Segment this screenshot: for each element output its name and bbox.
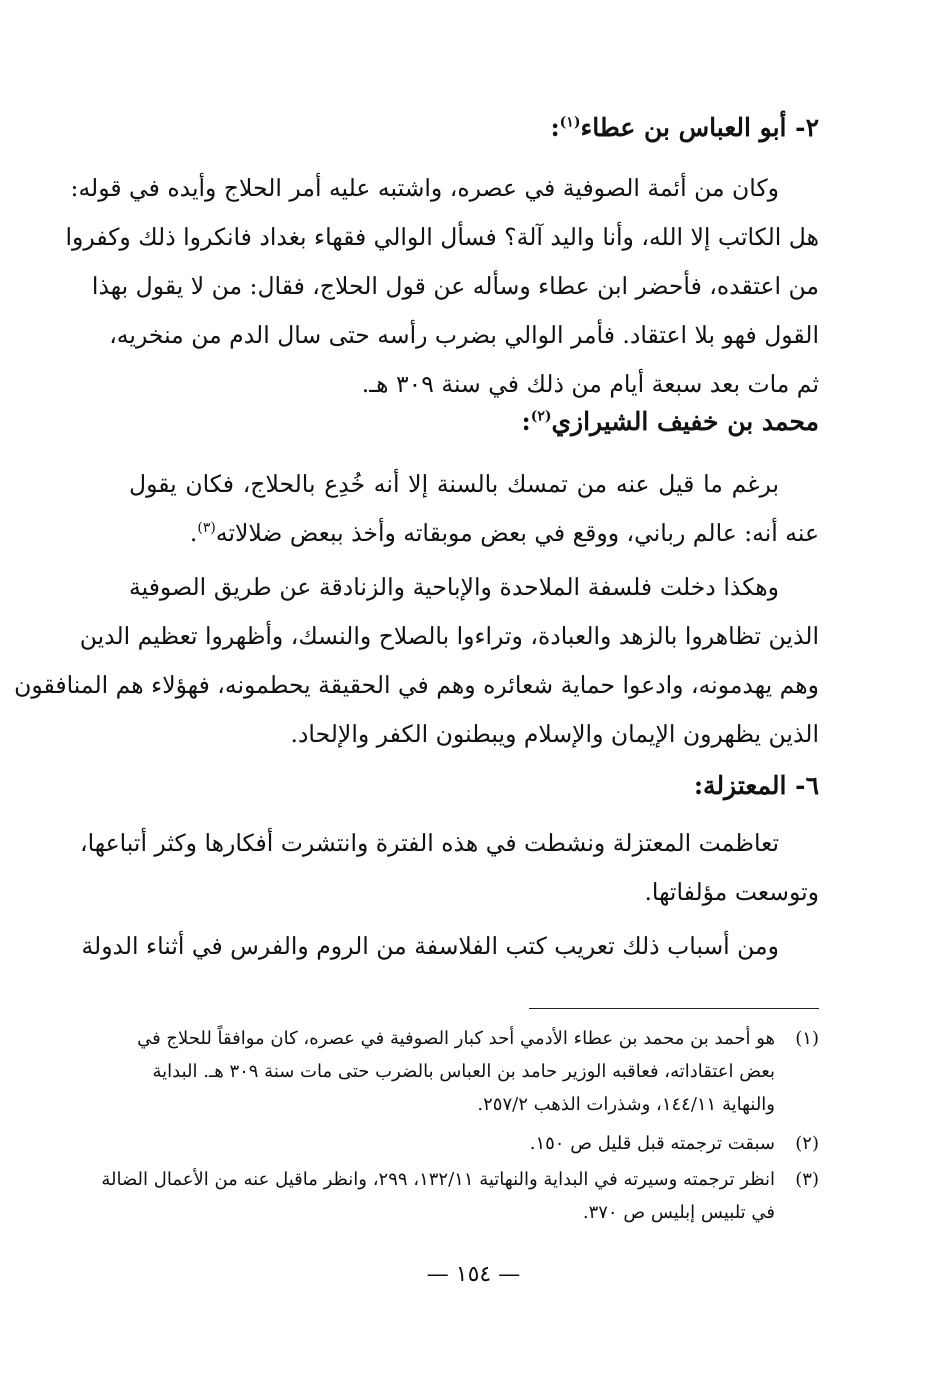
footnote-separator — [529, 1008, 819, 1009]
paragraph-line: برغم ما قيل عنه من تمسك بالسنة إلا أنه خُدِع بالحلاج، فكان يقول — [129, 470, 779, 498]
footnote-line: هو أحمد بن محمد بن عطاء الأدمي أحد كبار الصوفية في عصره، كان موافقاً للحلاج في — [137, 1028, 775, 1049]
heading-mutazila-text: ٦- المعتزلة: — [693, 771, 819, 800]
footnote-number: (٣) — [795, 1169, 819, 1190]
paragraph-line: وهكذا دخلت فلسفة الملاحدة والإباحية والزنادقة عن طريق الصوفية — [129, 573, 779, 601]
footnote-ref-2[interactable]: (٢) — [530, 408, 552, 425]
footnote-line: بعض اعتقاداته، فعاقبه الوزير حامد بن العباس بالضرب حتى مات سنة ٣٠٩ هـ. البداية — [152, 1061, 775, 1082]
paragraph-line: تعاظمت المعتزلة ونشطت في هذه الفترة وانتشرت أفكارها وكثر أتباعها، — [80, 829, 779, 857]
page-number: — ١٥٤ — — [426, 1262, 521, 1287]
paragraph-heresy — [14, 563, 819, 759]
footnote-1 — [129, 1022, 819, 1121]
heading-ibn-khafif-colon: : — [521, 407, 531, 436]
heading-mutazila — [129, 766, 819, 806]
paragraph-line: القول فهو بلا اعتقاد. فأمر الوالي بضرب رأسه حتى سال الدم من منخريه، — [109, 321, 819, 349]
paragraph-line: من اعتقده، فأحضر ابن عطاء وسأله عن قول الحلاج، فقال: من لا يقول بهذا — [91, 272, 819, 300]
footnote-text — [129, 1127, 775, 1160]
footnote-ref-1[interactable]: (١) — [559, 114, 581, 131]
paragraph-line: الذين يظهرون الإيمان والإسلام ويبطنون الكفر والإلحاد. — [290, 720, 819, 748]
heading-abu-abbas-colon: : — [550, 113, 560, 142]
paragraph-line: وتوسعت مؤلفاتها. — [644, 878, 819, 906]
footnote-2 — [129, 1127, 819, 1160]
paragraph-line-text: عنه أنه: عالم رباني، ووقع في بعض موبقاته وأخذ ببعض ضلالاته — [215, 519, 819, 547]
paragraph-ibn-khafif — [129, 460, 819, 558]
footnote-line: والنهاية ١٤٤/١١، وشذرات الذهب ٢٥٧/٢. — [477, 1094, 775, 1115]
footnote-ref-3[interactable]: (٣) — [197, 520, 216, 537]
footnote-3 — [101, 1163, 819, 1229]
footnote-text — [129, 1022, 775, 1121]
heading-ibn-khafif — [129, 402, 819, 442]
paragraph-line: هل الكاتب إلا الله، وأنا واليد آلة؟ فسأل الوالي فقهاء بغداد فانكروا ذلك وكفروا — [65, 223, 819, 251]
paragraph-line — [129, 509, 819, 558]
paragraph-line: الذين تظاهروا بالزهد والعبادة، وتراءوا بالصلاح والنسك، وأظهروا تعظيم الدين — [79, 622, 819, 650]
paragraph-line: ثم مات بعد سبعة أيام من ذلك في سنة ٣٠٩ هـ. — [361, 370, 819, 398]
paragraph-line: ومن أسباب ذلك تعريب كتب الفلاسفة من الروم والفرس في أثناء الدولة — [81, 932, 779, 960]
paragraph-abu-abbas — [65, 164, 819, 409]
heading-abu-abbas — [129, 108, 819, 148]
paragraph-causes — [81, 922, 819, 971]
paragraph-line: وكان من أئمة الصوفية في عصره، واشتبه عليه أمر الحلاج وأيده في قوله: — [70, 174, 779, 202]
paragraph-line-end: . — [189, 519, 198, 547]
footnote-line: سبقت ترجمته قبل قليل ص ١٥٠. — [529, 1133, 775, 1154]
footnote-line: انظر ترجمته وسيرته في البداية والنهاتية ١٣٢/١١، ٢٩٩، وانظر ماقيل عنه من الأعمال الضالة — [101, 1169, 775, 1190]
footnote-text — [101, 1163, 775, 1229]
footnote-number: (١) — [795, 1028, 819, 1049]
heading-ibn-khafif-text: محمد بن خفيف الشيرازي — [551, 407, 819, 436]
paragraph-mutazila — [80, 819, 819, 917]
footnote-line: في تلبيس إبليس ص ٣٧٠. — [582, 1202, 775, 1223]
paragraph-line: وهم يهدمونه، وادعوا حماية شعائره وهم في الحقيقة يحطمونه، فهؤلاء هم المنافقون — [14, 671, 819, 699]
heading-abu-abbas-text: ٢- أبو العباس بن عطاء — [580, 113, 819, 142]
footnote-number: (٢) — [795, 1133, 819, 1154]
